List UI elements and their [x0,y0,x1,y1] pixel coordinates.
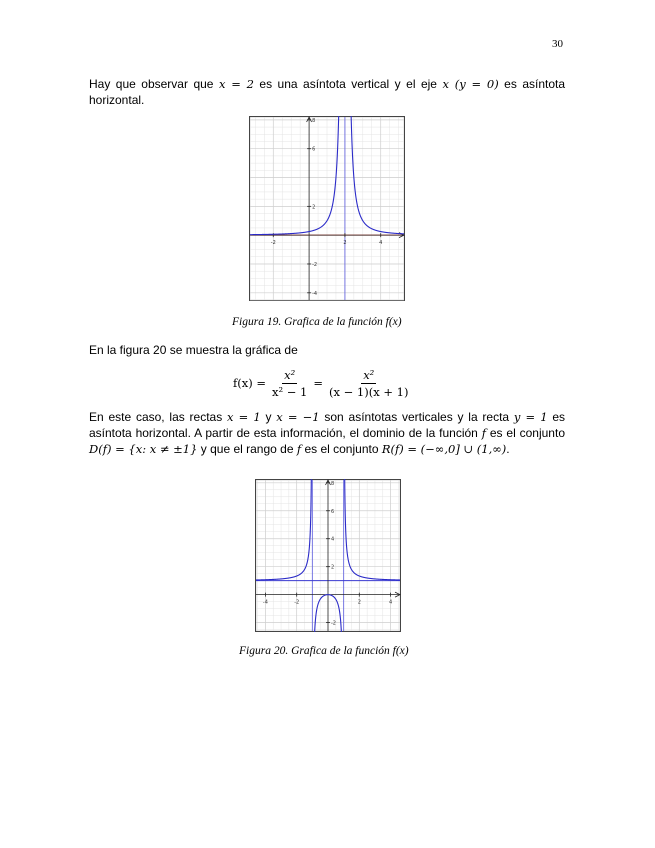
para3-math-5: D(f) = {x: x ≠ ±1} [89,442,198,456]
para3-text-8: . [506,442,510,456]
fig20-y-tick-label: 6 [331,508,335,515]
fig19-y-tick-label: -4 [312,290,318,297]
fig19-y-tick-label: 8 [312,117,316,124]
fig19-y-tick-label: -2 [312,261,318,268]
fig19-y-tick-label: 6 [312,146,316,153]
page-number: 30 [552,38,563,50]
equation-fraction-1 [270,368,309,399]
equation-fraction-2 [327,368,410,399]
para3-text-5: es el conjunto [485,426,565,440]
para3-math-6: f [296,442,302,456]
fig19-x-tick-label: 2 [343,240,347,247]
fig20-x-tick-label: 2 [357,599,361,606]
paragraph-asintotas [89,76,565,108]
figure-20-graph [255,479,401,632]
fraction-1-denominator: x² − 1 [272,384,308,399]
paragraph-intro-figura-20: En la figura 20 se muestra la gráfica de [89,343,298,357]
para3-text-2: y [260,410,277,424]
fig20-x-tick-label: -2 [294,599,300,606]
fig19-x-tick-label: 4 [379,240,383,247]
para3-math-2: x = −1 [276,410,320,424]
fig20-y-tick-label: 2 [331,564,335,571]
para3-math-1: x = 1 [227,410,261,424]
fig20-x-tick-label: -4 [262,599,268,606]
fig19-x-tick-label: -2 [270,240,276,247]
para3-math-4: f [481,426,486,440]
para1-math-1: x = 2 [218,77,254,91]
equation-equals: = [313,376,324,390]
fig20-y-tick-label: 8 [331,480,335,487]
paragraph-dominio-rango [89,409,565,457]
figure-19-graph [249,116,405,301]
para1-text-1: Hay que observar que [89,77,219,91]
fig19-y-tick-label: 2 [312,204,316,211]
para1-math-2: x (y = 0) [442,77,499,91]
para3-text-6: y que el rango de [197,442,297,456]
para3-text-3: son asíntotas verticales y la recta [319,410,514,424]
fig20-y-tick-label: 4 [331,536,335,543]
para3-text-1: En este caso, las rectas [89,410,228,424]
fig20-y-tick-label: -2 [331,620,336,627]
para1-text-2: es una asíntota vertical y el eje [253,77,443,91]
para3-text-4: es asíntota horizontal. A partir de esta información, el dominio de la función [89,410,566,440]
fig20-x-tick-label: 4 [389,599,393,606]
para3-text-7: es el conjunto [301,442,382,456]
fraction-2-denominator: (x − 1)(x + 1) [329,384,409,399]
figure-20-caption: Figura 20. Grafica de la función f(x) [239,645,409,657]
figure-19-caption: Figura 19. Grafica de la función f(x) [232,316,402,328]
para1-text-3: es asíntota horizontal. [89,77,566,107]
equation-lhs: f(x) = [233,376,267,390]
fraction-2-numerator: x² [363,367,375,382]
fraction-1-numerator: x² [284,367,296,382]
para3-math-7: R(f) = (−∞,0] ∪ (1,∞) [381,442,507,456]
para3-math-3: y = 1 [513,410,548,424]
equation [233,365,414,401]
